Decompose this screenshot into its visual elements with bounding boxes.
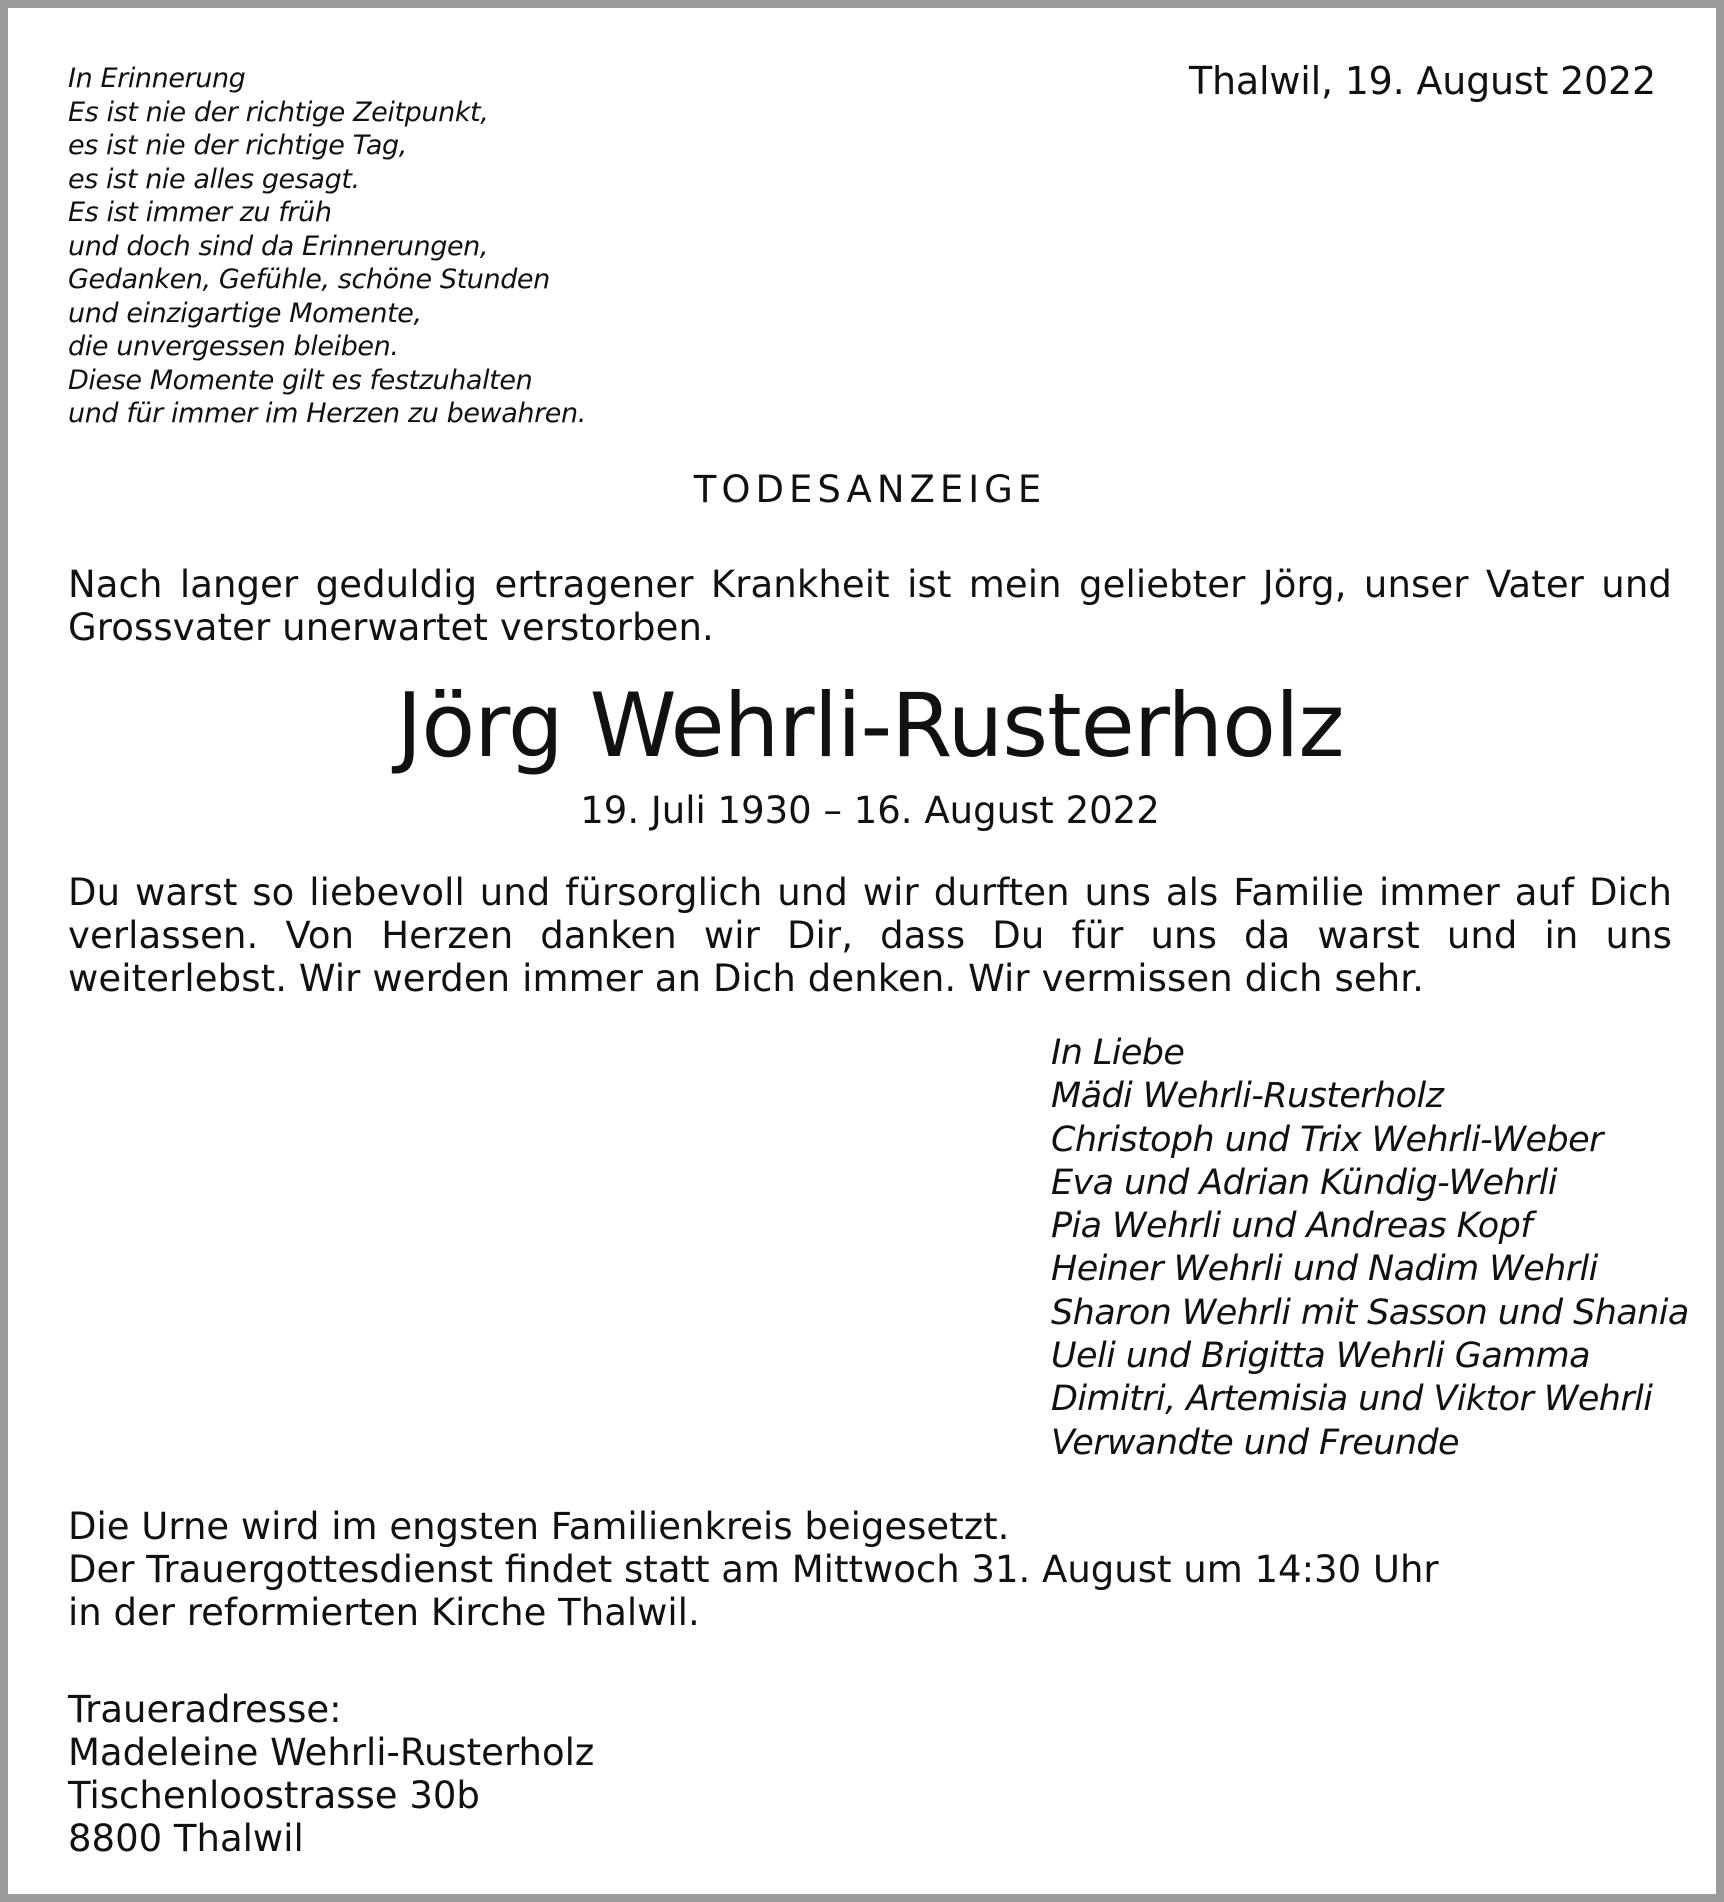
address-line: Traueradresse:	[68, 1688, 342, 1731]
poem-line: die unvergessen bleiben.	[68, 331, 399, 362]
intro-paragraph: Nach langer geduldig ertragener Krankheit ist mein geliebter Jörg, unser Vater und Grossvater unerwartet verstorben.	[68, 563, 1672, 649]
funeral-line: Die Urne wird im engsten Familienkreis beigesetzt.	[68, 1505, 1010, 1548]
memorial-poem	[68, 62, 688, 431]
funeral-line: in der reformierten Kirche Thalwil.	[68, 1591, 700, 1634]
deceased-name: Jörg Wehrli-Rusterholz	[396, 674, 1344, 777]
mourner-line: Eva und Adrian Kündig-Wehrli	[1051, 1162, 1558, 1203]
mourner-line: Heiner Wehrli und Nadim Wehrli	[1051, 1249, 1598, 1290]
mourner-line: Christoph und Trix Wehrli-Weber	[1051, 1119, 1603, 1160]
funeral-line: Der Trauergottesdienst findet statt am Mittwoch 31. August um 14:30 Uhr	[68, 1548, 1439, 1591]
poem-line: und doch sind da Erinnerungen,	[68, 230, 489, 262]
poem-line: Diese Momente gilt es festzuhalten	[68, 364, 533, 396]
address-line: 8800 Thalwil	[68, 1817, 304, 1860]
mourner-line: Dimitri, Artemisia und Viktor Wehrli	[1051, 1379, 1653, 1420]
poem-line: Es ist immer zu früh	[68, 197, 332, 228]
poem-line: es ist nie alles gesagt.	[68, 163, 360, 195]
mourner-line: Mädi Wehrli-Rusterholz	[1051, 1076, 1444, 1117]
life-dates: 19. Juli 1930 – 16. August 2022	[580, 789, 1160, 832]
address-line: Tischenloostrasse 30b	[68, 1774, 480, 1817]
poem-line: und einzigartige Momente,	[68, 297, 422, 329]
announcement-heading: TODESANZEIGE	[693, 468, 1047, 511]
mourning-address	[68, 1688, 594, 1860]
mourner-line: Pia Wehrli und Andreas Kopf	[1051, 1206, 1532, 1247]
poem-line: Gedanken, Gefühle, schöne Stunden	[68, 264, 550, 295]
mourners-list	[1051, 1032, 1689, 1465]
poem-line: Es ist nie der richtige Zeitpunkt,	[68, 96, 489, 128]
place-date: Thalwil, 19. August 2022	[1189, 59, 1656, 103]
poem-line: und für immer im Herzen zu bewahren.	[68, 398, 586, 429]
mourner-line: Ueli und Brigitta Wehrli Gamma	[1051, 1336, 1591, 1377]
address-line: Madeleine Wehrli-Rusterholz	[68, 1731, 595, 1774]
mourner-line: Verwandte und Freunde	[1051, 1422, 1459, 1463]
tribute-paragraph: Du warst so liebevoll und fürsorglich und wir durften uns als Familie immer auf Dich verlassen. Von Herzen danken wir Dir, dass Du für uns da warst und in uns weiterlebst. Wir werden immer an Dich denken. Wir vermissen dich sehr.	[68, 871, 1672, 1000]
poem-line: In Erinnerung	[68, 63, 246, 94]
funeral-info	[68, 1505, 1439, 1634]
mourner-line: Sharon Wehrli mit Sasson und Shania	[1051, 1292, 1689, 1333]
poem-line: es ist nie der richtige Tag,	[68, 130, 407, 161]
mourner-line: In Liebe	[1051, 1033, 1185, 1073]
